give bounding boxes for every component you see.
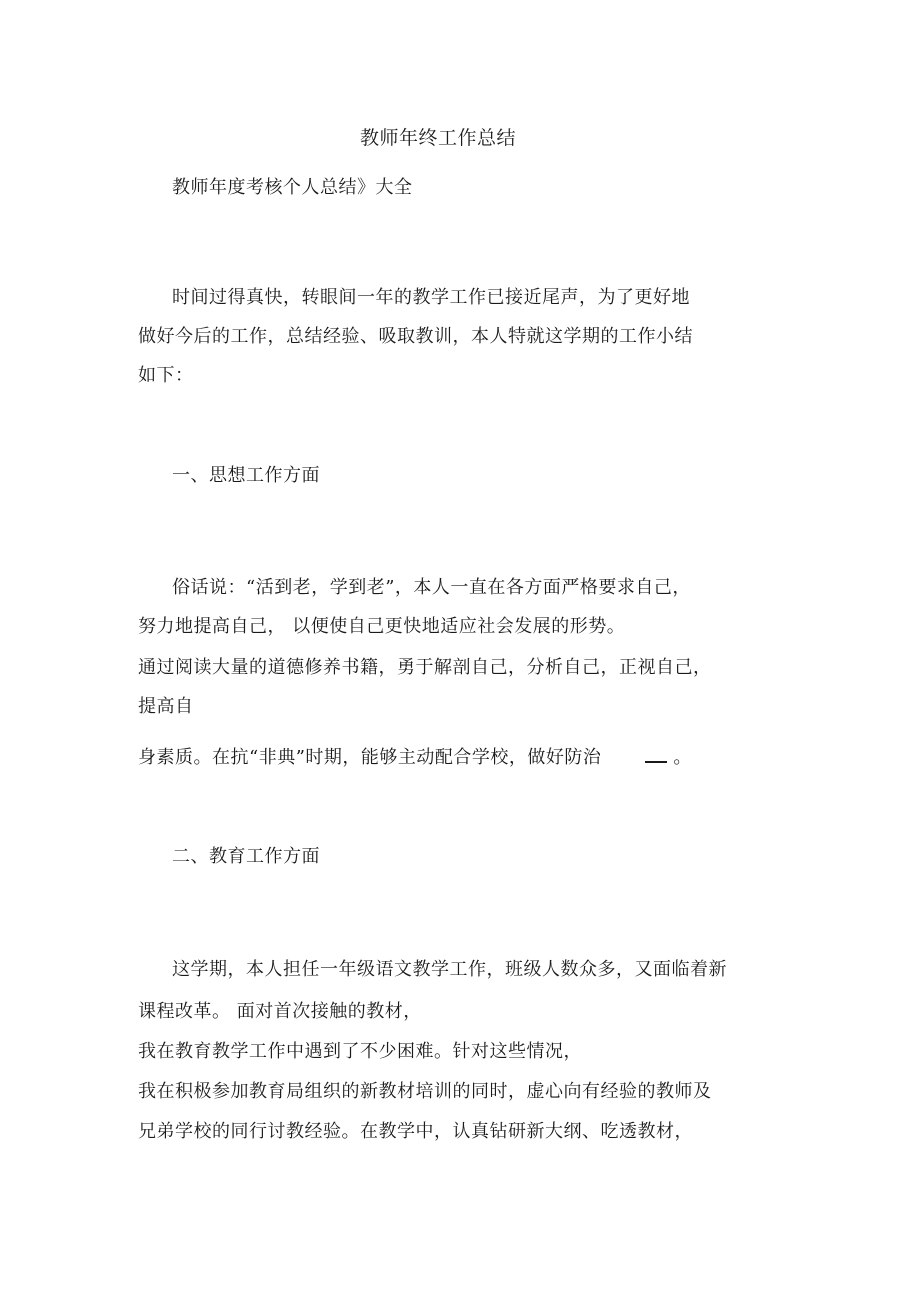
section2-line-4: 我在积极参加教育局组织的新教材培训的同时，虚心向有经验的教师及: [138, 1081, 712, 1102]
section2-line-1: 这学期，本人担任一年级语文教学工作，班级人数众多，又面临着新: [172, 959, 727, 980]
section2-line-2: 课程改革。 面对首次接触的教材，: [138, 1001, 422, 1022]
section1-heading: 一、思想工作方面: [172, 465, 320, 486]
section2-line-5: 兄弟学校的同行讨教经验。在教学中，认真钻研新大纲、吃透教材，: [138, 1121, 693, 1142]
section1-line-5-text: 身素质。在抗“非典”时期，能够主动配合学校，做好防治: [138, 747, 602, 768]
section1-line-2: 努力地提高自己， 以便使自己更快地适应社会发展的形势。: [138, 616, 626, 637]
section1-line-5: [138, 746, 692, 770]
document-title: 教师年终工作总结: [360, 127, 517, 149]
section1-line-3: 通过阅读大量的道德修养书籍，勇于解剖自己，分析自己，正视自己，: [138, 657, 712, 678]
intro-line-2: 做好今后的工作，总结经验、吸取教训，本人特就这学期的工作小结: [138, 326, 693, 347]
section1-line-4: 提高自: [138, 696, 194, 717]
section1-line-1: 俗话说：“活到老，学到老”，本人一直在各方面严格要求自己，: [172, 577, 691, 598]
section2-line-3: 我在教育教学工作中遇到了不少困难。针对这些情况，: [138, 1041, 582, 1062]
section2-heading: 二、教育工作方面: [172, 846, 320, 867]
section1-line-5-tail: 。: [673, 747, 692, 768]
intro-line-1: 时间过得真快，转眼间一年的教学工作已接近尾声，为了更好地: [172, 287, 690, 308]
document-subtitle: 教师年度考核个人总结》大全: [172, 177, 413, 198]
fill-in-blank: [645, 749, 667, 763]
intro-line-3: 如下：: [138, 365, 194, 386]
